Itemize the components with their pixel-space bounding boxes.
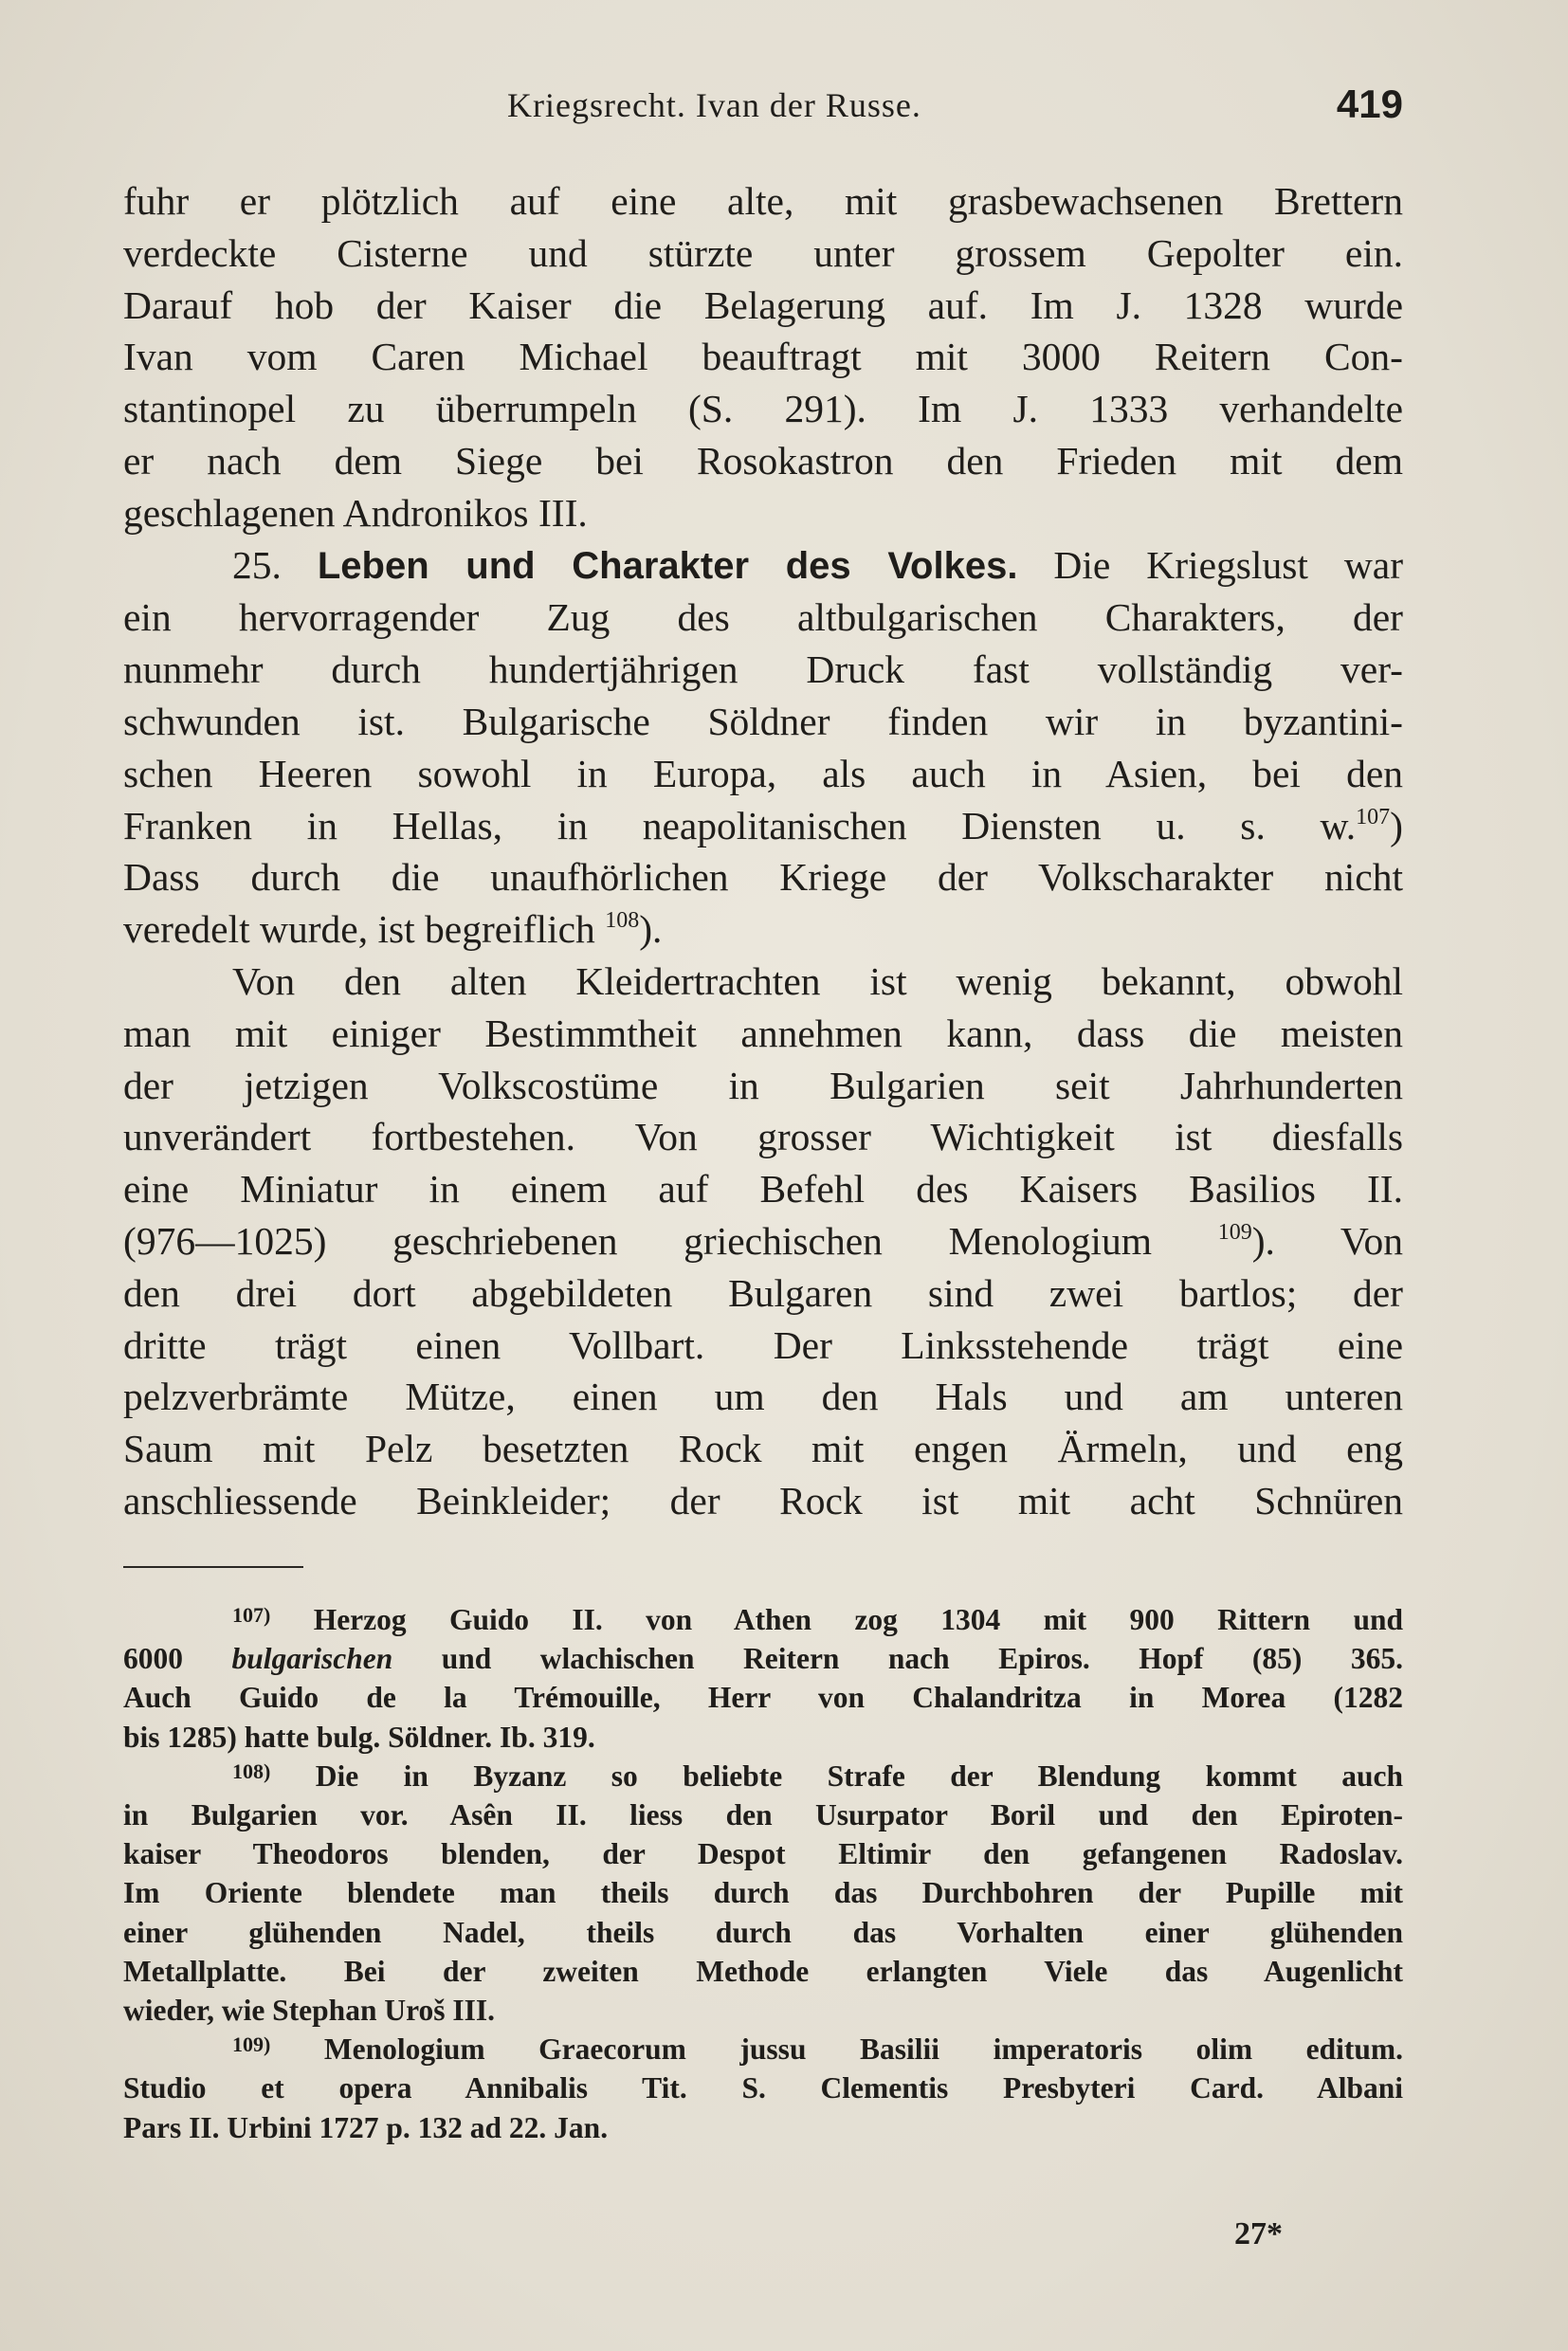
text-fragment: Franken in Hellas, in neapolitanischen Diensten u. s. w. [123,803,1357,847]
text-line: Metallplatte. Bei der zweiten Methode erlangten Viele das Augenlicht [123,1954,1403,1988]
text-line: in Bulgarien vor. Asên II. liess den Usurpator Boril und den Epiroten- [123,1798,1403,1832]
page-number: 419 [1336,82,1403,126]
section-first-line-rest: Die Kriegslust war [1053,542,1404,587]
text-line: Dass durch die unaufhörlichen Kriege der Volkscharakter nicht [123,855,1403,900]
footnote-mark: 107) [232,1603,271,1627]
text-line: Im Oriente blendete man theils durch das Durchbohren der Pupille mit [123,1876,1403,1910]
text-line: nunmehr durch hundertjährigen Druck fast vollständig ver- [123,647,1403,692]
text-fragment: Menologium Graecorum jussu Basilii imperatoris olim editum. [323,2032,1404,2067]
text-line: schen Heeren sowohl in Europa, als auch in Asien, bei den [123,751,1403,795]
text-fragment: und wlachischen Reitern nach Epiros. Hopf (85) 365. [441,1642,1403,1676]
text-line: er nach dem Siege bei Rosokastron den Frieden mit dem [123,438,1403,483]
text-line: schwunden ist. Bulgarische Söldner finden wir in byzantini- [123,699,1403,743]
text-fragment: (976—1025) geschriebenen griechischen Menologium [123,1218,1152,1263]
text-line: eine Miniatur in einem auf Befehl des Kaisers Basilios II. [123,1167,1403,1212]
main-text [123,175,1403,1527]
text-fragment: Die in Byzanz so beliebte Strafe der Blendung kommt auch [315,1759,1404,1793]
text-line: Studio et opera Annibalis Tit. S. Clementis Presbyteri Card. Albani [123,2071,1403,2105]
text-fragment: veredelt wurde, ist begreiflich [123,907,595,952]
text-line [123,903,1403,956]
text-line: fuhr er plötzlich auf eine alte, mit grasbewachsenen Brettern [123,179,1403,223]
footnote-mark: 108) [232,1759,271,1783]
text-line: Von den alten Kleidertrachten ist wenig bekannt, obwohl [232,958,1403,1003]
text-line: unverändert fortbestehen. Von grosser Wichtigkeit ist diesfalls [123,1115,1403,1159]
signature-mark: 27* [1234,2216,1283,2251]
footnote-109 [123,2030,1403,2069]
text-fragment: Herzog Guido II. von Athen zog 1304 mit 900 Rittern und [313,1603,1403,1636]
footnote-mark: 109) [232,2032,271,2057]
footnote-107 [123,1600,1403,1639]
footnote-108 [123,1757,1403,1795]
text-line [123,1639,1403,1678]
footnotes [123,1600,1403,2147]
text-line: dritte trägt einen Vollbart. Der Linksstehende trägt eine [123,1322,1403,1367]
text-line: den drei dort abgebildeten Bulgaren sind zwei bartlos; der [123,1270,1403,1315]
text-line: Ivan vom Caren Michael beauftragt mit 3000 Reitern Con- [123,335,1403,379]
page-header [123,74,1403,131]
text-line: anschliessende Beinkleider; der Rock ist mit acht Schnüren [123,1478,1403,1522]
text-line: Auch Guido de la Trémouille, Herr von Chalandritza in Morea (1282 [123,1681,1403,1715]
text-line: stantinopel zu überrumpeln (S. 291). Im J. 1333 verhandelte [123,387,1403,431]
text-line: Darauf hob der Kaiser die Belagerung auf. Im J. 1328 wurde [123,282,1403,327]
section-heading: Leben und Charakter des Volkes. [317,544,1018,587]
text-fragment: ) [1390,803,1403,847]
text-line: geschlagenen Andronikos III. [123,490,588,535]
text-fragment: 6000 [123,1642,183,1676]
text-line: pelzverbrämte Mütze, einen um den Hals und am unteren [123,1375,1403,1419]
text-line: Saum mit Pelz besetzten Rock mit engen Ärmeln, und eng [123,1427,1403,1471]
footnote-ref-109[interactable]: 109 [1217,1219,1252,1245]
text-line: ein hervorragender Zug des altbulgarischen Charakters, der [123,595,1403,640]
text-line: bis 1285) hatte bulg. Söldner. Ib. 319. [123,1720,595,1754]
text-line: Pars II. Urbini 1727 p. 132 ad 22. Jan. [123,2110,609,2144]
emphasis: bulgarischen [231,1642,393,1676]
footnote-ref-107[interactable]: 107 [1356,804,1391,829]
text-line: einer glühenden Nadel, theils durch das Vorhalten einer glühenden [123,1915,1403,1949]
section-heading-line [123,539,1403,592]
text-line: der jetzigen Volkscostüme in Bulgarien seit Jahrhunderten [123,1063,1403,1107]
text-line: wieder, wie Stephan Uroš III. [123,1994,496,2028]
footnote-ref-108[interactable]: 108 [605,908,640,934]
section-number: 25. [232,542,282,587]
footnote-divider [123,1566,303,1568]
text-fragment: ). [639,907,663,952]
text-fragment: ). Von [1251,1218,1403,1263]
text-line: man mit einiger Bestimmtheit annehmen kann, dass die meisten [123,1011,1403,1055]
text-line [123,1215,1403,1267]
text-line [123,800,1403,852]
text-line: kaiser Theodoros blenden, der Despot Eltimir den gefangenen Radoslav. [123,1837,1403,1871]
text-line: verdeckte Cisterne und stürzte unter grossem Gepolter ein. [123,230,1403,275]
running-title: Kriegsrecht. Ivan der Russe. [507,86,921,124]
